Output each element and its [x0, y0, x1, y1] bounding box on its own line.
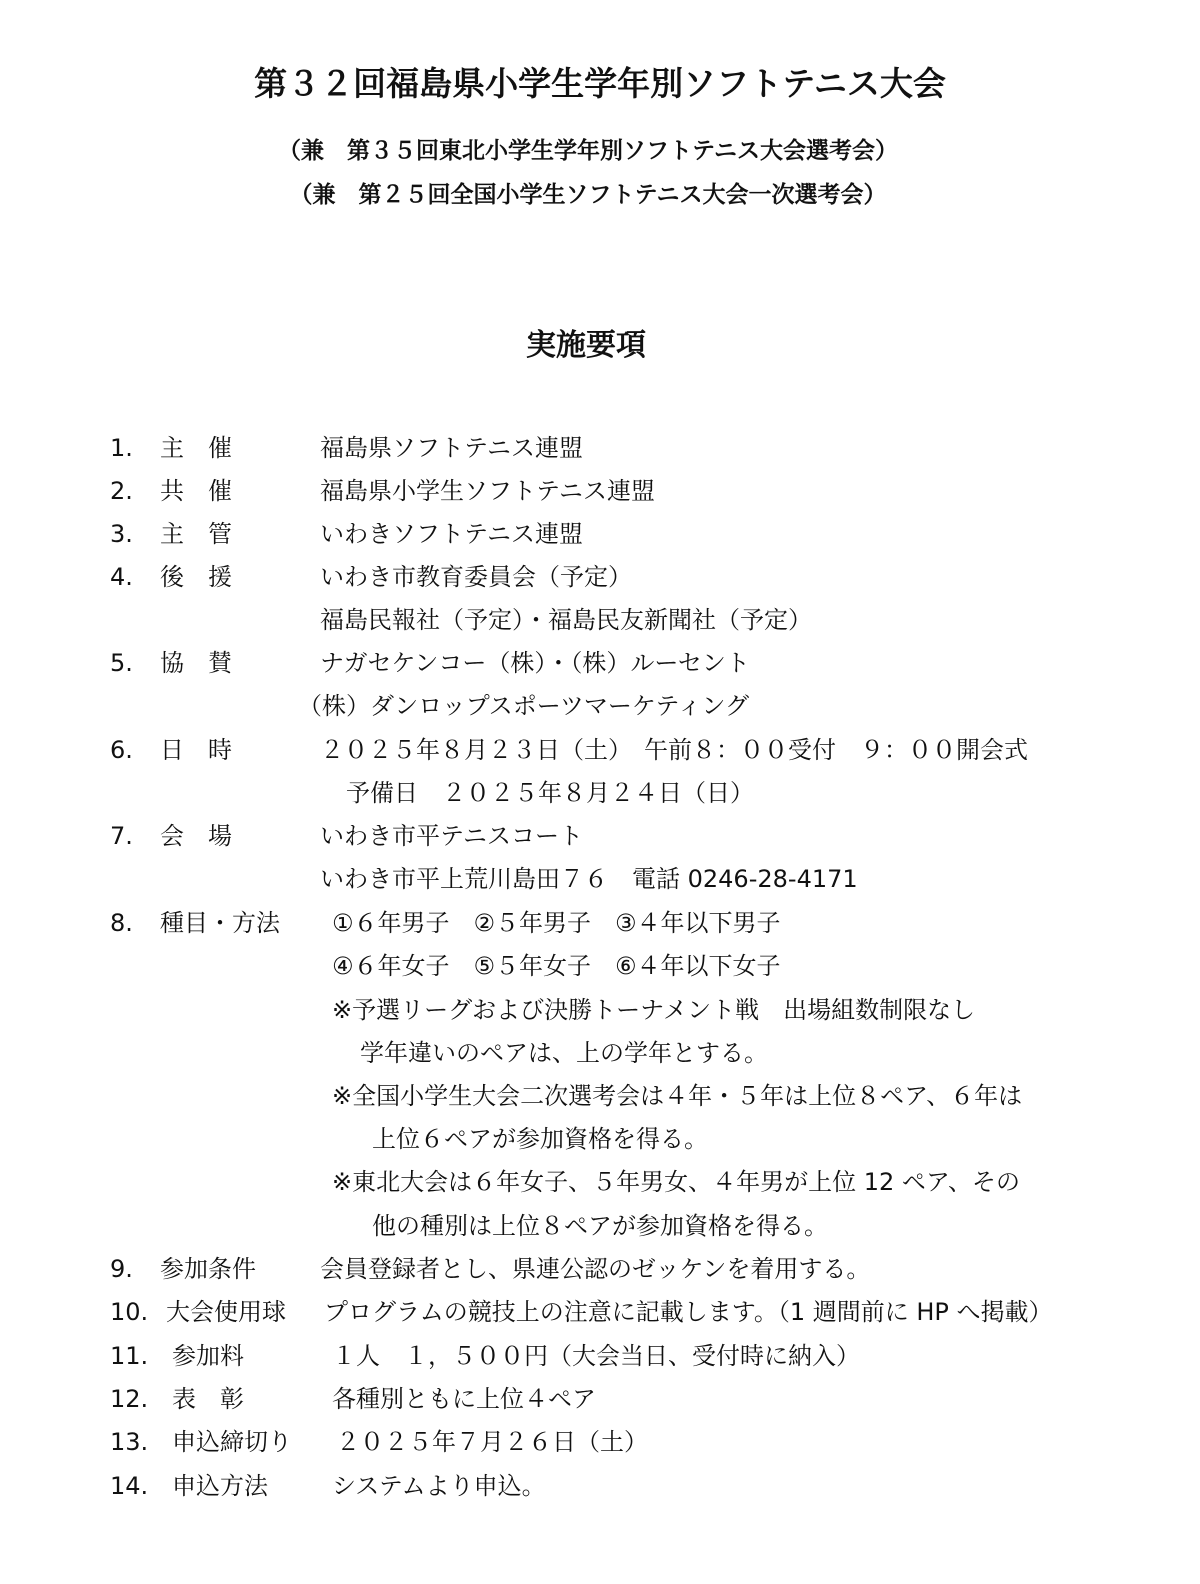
item-number: 9. [110, 1255, 133, 1283]
item-number: 8. [110, 909, 133, 937]
item-value: 会員登録者とし、県連公認のゼッケンを着用する。 [320, 1255, 871, 1283]
item-value: 予備日 ２０２５年８月２４日（日） [346, 779, 754, 807]
item-value: いわき市教育委員会（予定） [320, 563, 632, 591]
item-label: 日 時 [160, 736, 232, 764]
item-value: 福島民報社（予定）・福島民友新聞社（予定） [320, 606, 812, 634]
item-label: 主 催 [160, 434, 232, 462]
item-value: ※全国小学生大会二次選考会は４年・５年は上位８ペア、６年は [332, 1082, 1023, 1110]
subtitle-tohoku-selection: （兼 第３５回東北小学生学年別ソフトテニス大会選考会） [277, 138, 899, 164]
item-value: ※東北大会は６年女子、５年男女、４年男が上位 12 ペア、その [332, 1168, 1020, 1196]
item-number: 12. [110, 1385, 149, 1413]
item-label: 申込締切り [172, 1428, 292, 1456]
item-value: いわきソフトテニス連盟 [320, 520, 584, 548]
item-label: 申込方法 [172, 1472, 268, 1500]
item-number: 10. [110, 1298, 149, 1326]
document-title: 第３２回福島県小学生学年別ソフトテニス大会 [254, 64, 946, 103]
item-value: システムより申込。 [332, 1472, 546, 1500]
item-number: 6. [110, 736, 133, 764]
item-value: ナガセケンコー（株）・（株）ルーセント [320, 649, 750, 677]
item-value: １人 １，５００円（大会当日、受付時に納入） [332, 1342, 860, 1370]
item-value: （株）ダンロップスポーツマーケティング [298, 692, 749, 720]
item-value: ①６年男子 ②５年男子 ③４年以下男子 [332, 909, 781, 937]
item-value: 福島県小学生ソフトテニス連盟 [320, 477, 656, 505]
item-number: 5. [110, 649, 133, 677]
item-number: 14. [110, 1472, 149, 1500]
item-number: 7. [110, 822, 133, 850]
item-number: 11. [110, 1342, 149, 1370]
subtitle-national-selection: （兼 第２５回全国小学生ソフトテニス大会一次選考会） [289, 182, 887, 208]
item-value: 上位６ペアが参加資格を得る。 [372, 1125, 708, 1153]
item-label: 主 管 [160, 520, 232, 548]
item-label: 会 場 [160, 822, 232, 850]
item-label: 協 賛 [160, 649, 232, 677]
item-value: ④６年女子 ⑤５年女子 ⑥４年以下女子 [332, 952, 781, 980]
item-value: ※予選リーグおよび決勝トーナメント戦 出場組数制限なし [332, 996, 976, 1024]
item-number: 1. [110, 434, 133, 462]
section-heading: 実施要項 [526, 328, 646, 363]
item-number: 13. [110, 1428, 149, 1456]
item-number: 4. [110, 563, 133, 591]
item-value: 学年違いのペアは、上の学年とする。 [360, 1039, 768, 1067]
item-value: ２０２５年７月２６日（土） [336, 1428, 648, 1456]
item-value: いわき市平上荒川島田７６ 電話 0246-28-4171 [320, 865, 858, 893]
item-value: 他の種別は上位８ペアが参加資格を得る。 [372, 1212, 828, 1240]
item-label: 共 催 [160, 477, 232, 505]
item-label: 参加料 [172, 1342, 244, 1370]
item-label: 表 彰 [172, 1385, 244, 1413]
item-value: いわき市平テニスコート [320, 822, 584, 850]
item-label: 大会使用球 [166, 1298, 286, 1326]
item-number: 2. [110, 477, 133, 505]
item-number: 3. [110, 520, 133, 548]
item-label: 種目・方法 [160, 909, 280, 937]
item-label: 参加条件 [160, 1255, 256, 1283]
item-value: ２０２５年８月２３日（土） 午前８：００受付 ９：００開会式 [320, 736, 1028, 764]
item-label: 後 援 [160, 563, 232, 591]
item-value: プログラムの競技上の注意に記載します。（1 週間前に HP へ掲載） [324, 1298, 1053, 1326]
item-value: 福島県ソフトテニス連盟 [320, 434, 584, 462]
item-value: 各種別ともに上位４ペア [332, 1385, 596, 1413]
